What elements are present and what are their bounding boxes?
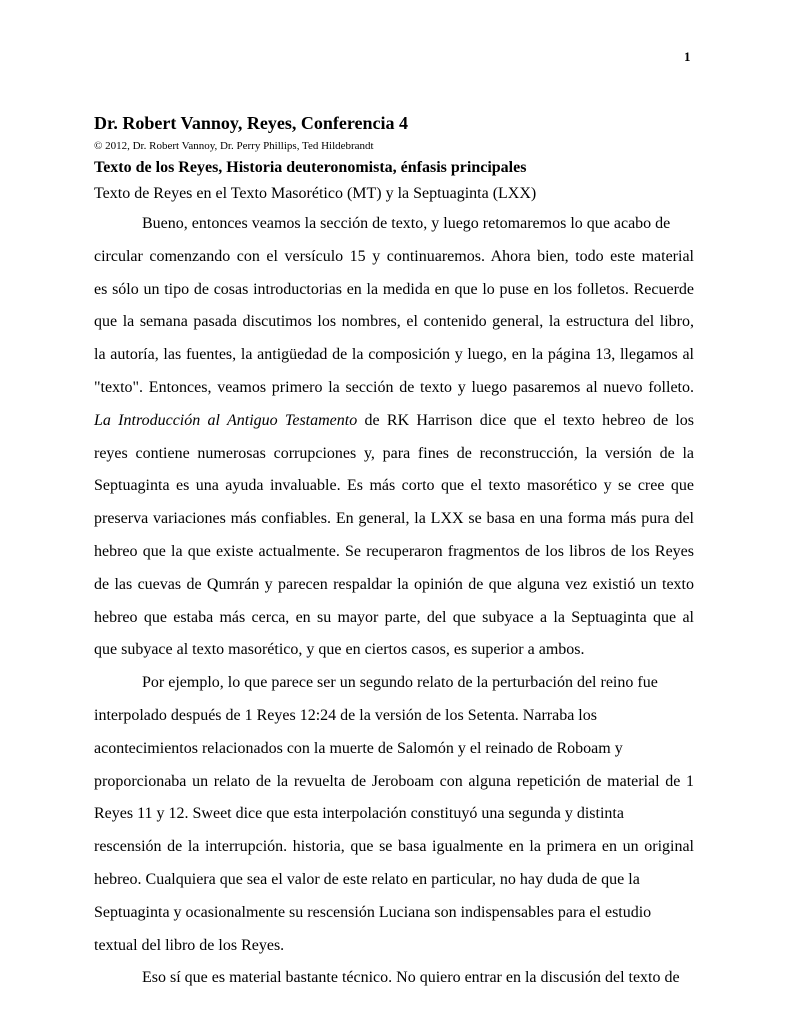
text-line: que subyace al texto masorético, y que en ciertos casos, es superior a ambos. bbox=[94, 641, 585, 659]
text-line: hebreo que estaba más cerca, en su mayor parte, del que subyace a la Septuaginta que al bbox=[94, 608, 694, 626]
text-line: hebreo que la que existe actualmente. Se recuperaron fragmentos de los libros de los Reyes bbox=[94, 542, 694, 560]
paragraph bbox=[94, 208, 694, 667]
text-line: hebreo. Cualquiera que sea el valor de este relato en particular, no hay duda de que la bbox=[94, 870, 640, 888]
paragraph bbox=[94, 667, 694, 962]
text-line: la autoría, las fuentes, la antigüedad de la composición y luego, en la página 13, llegamos al bbox=[94, 346, 694, 364]
section-heading: Texto de Reyes en el Texto Masorético (MT) y la Septuaginta (LXX) bbox=[94, 185, 537, 202]
text-line bbox=[94, 405, 694, 438]
body-text bbox=[94, 208, 694, 995]
text-run: de RK Harrison dice que el texto hebreo de los bbox=[357, 411, 695, 429]
text-line: Eso sí que es material bastante técnico. No quiero entrar en la discusión del texto de bbox=[142, 969, 680, 987]
text-line: Bueno, entonces veamos la sección de texto, y luego retomaremos lo que acabo de bbox=[142, 215, 671, 232]
text-line: "texto". Entonces, veamos primero la sección de texto y luego pasaremos al nuevo folleto. bbox=[94, 378, 694, 396]
text-line: Por ejemplo, lo que parece ser un segundo relato de la perturbación del reino fue bbox=[142, 674, 658, 692]
document-content bbox=[94, 111, 694, 995]
page-number: 1 bbox=[684, 49, 691, 64]
text-line: preserva variaciones más confiables. En general, la LXX se basa en una forma más pura del bbox=[94, 510, 694, 528]
text-line: interpolado después de 1 Reyes 12:24 de la versión de los Setenta. Narraba los bbox=[94, 706, 597, 724]
text-line: Septuaginta es una ayuda invaluable. Es más corto que el texto masorético y se cree que bbox=[94, 477, 694, 495]
document-title: Dr. Robert Vannoy, Reyes, Conferencia 4 bbox=[94, 113, 408, 133]
text-line: textual del libro de los Reyes. bbox=[94, 936, 285, 954]
text-line: rescensión de la interrupción. historia, que se basa igualmente en la primera en un original bbox=[94, 838, 694, 856]
text-line: Septuaginta y ocasionalmente su rescensión Luciana son indispensables para el estudio bbox=[94, 903, 652, 921]
text-line: proporcionaba un relato de la revuelta de Jeroboam con alguna repetición de material de 1 bbox=[94, 772, 694, 790]
lecture-subtitle: Texto de los Reyes, Historia deuteronomista, énfasis principales bbox=[94, 159, 527, 176]
text-line: de las cuevas de Qumrán y parecen respaldar la opinión de que alguna vez existió un texto bbox=[94, 575, 694, 593]
text-line: que la semana pasada discutimos los nombres, el contenido general, la estructura del libro, bbox=[94, 313, 694, 331]
copyright-line: © 2012, Dr. Robert Vannoy, Dr. Perry Phillips, Ted Hildebrandt bbox=[94, 140, 374, 152]
paragraph bbox=[94, 962, 694, 995]
italic-book-title: La Introducción al Antiguo Testamento bbox=[94, 411, 358, 429]
text-line: acontecimientos relacionados con la muerte de Salomón y el reinado de Roboam y bbox=[94, 739, 623, 757]
text-line: Reyes 11 y 12. Sweet dice que esta interpolación constituyó una segunda y distinta bbox=[94, 805, 624, 823]
text-line: circular comenzando con el versículo 15 y continuaremos. Ahora bien, todo este material bbox=[94, 247, 694, 265]
text-line: reyes contiene numerosas corrupciones y, para fines de reconstrucción, la versión de la bbox=[94, 444, 694, 462]
text-line: es sólo un tipo de cosas introductorias en la medida en que lo puse en los folletos. Recuerde bbox=[94, 280, 694, 298]
